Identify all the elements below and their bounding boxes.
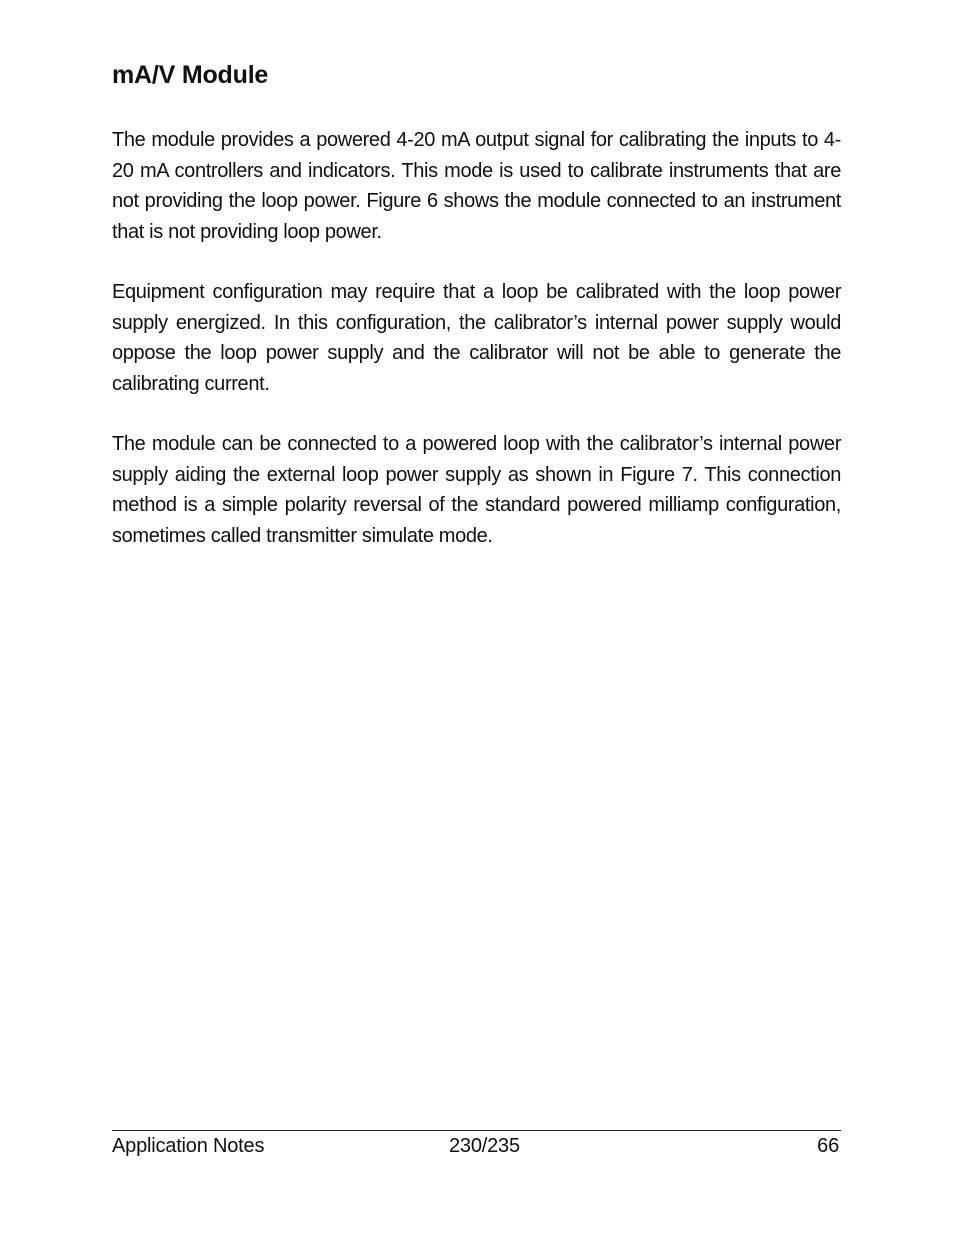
footer-page-number: 66	[817, 1135, 839, 1157]
body-text	[112, 125, 841, 581]
paragraph-2: Equipment configuration may require that a loop be calibrated with the loop power supply energized. In this configuration, the calibrator’s internal power supply would oppose the loop power supply and the calibrator will not be able to generate the calibrating current.	[112, 281, 841, 395]
paragraph-3: The module can be connected to a powered loop with the calibrator’s internal power supply aiding the external loop power supply as shown in Figure 7. This connection method is a simple polarity reversal of the standard powered milliamp configuration, sometimes called transmitter simulate mode.	[112, 433, 841, 547]
paragraph-1: The module provides a powered 4-20 mA output signal for calibrating the inputs to 4-20 mA controllers and indicators. This mode is used to calibrate instruments that are not providing the loop power. Figure 6 shows the module connected to an instrument that is not providing loop power.	[112, 129, 841, 243]
page-title: mA/V Module	[112, 61, 269, 89]
page-footer	[112, 1130, 841, 1163]
footer-model-number: 230/235	[449, 1135, 520, 1157]
footer-section-title: Application Notes	[112, 1135, 265, 1157]
